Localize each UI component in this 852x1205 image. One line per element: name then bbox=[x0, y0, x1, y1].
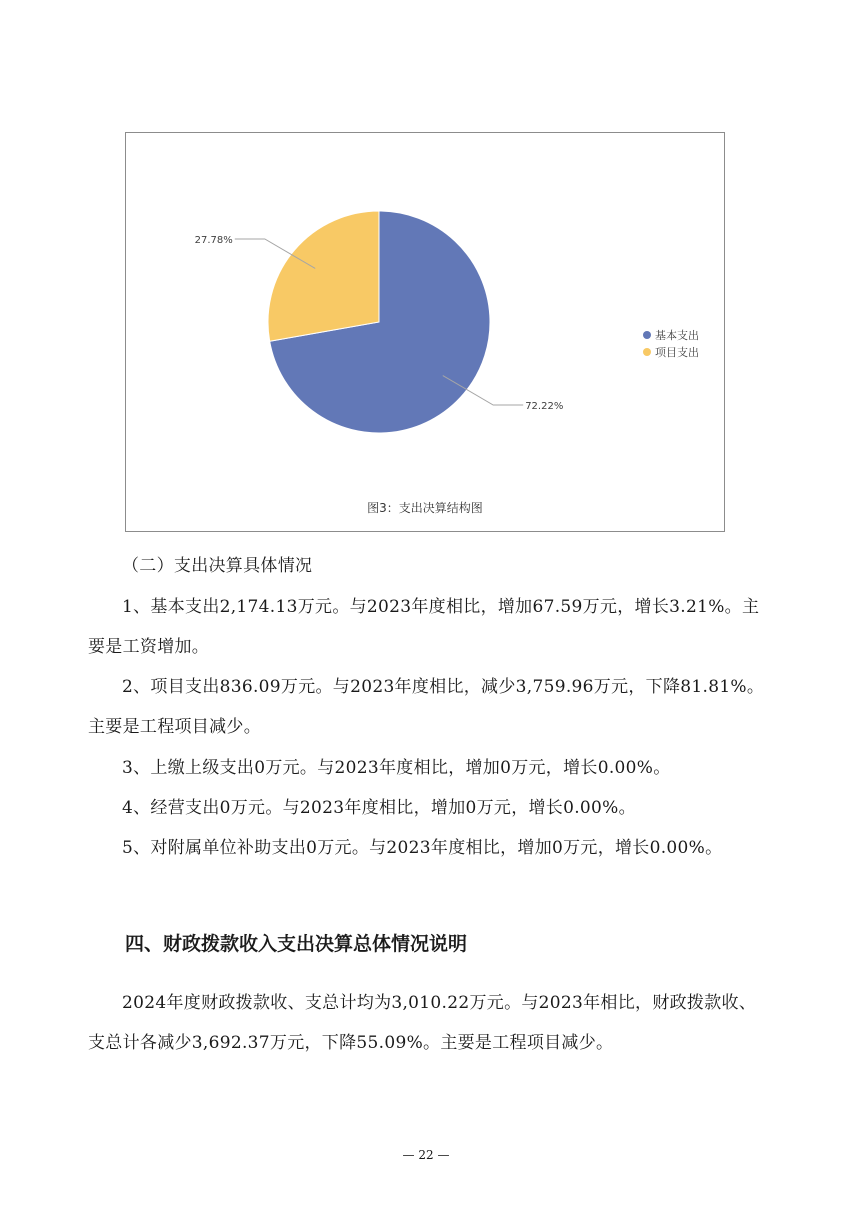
pie-chart-frame bbox=[125, 132, 725, 532]
item-operating-expenditure: 4、经营支出0万元。与2023年度相比，增加0万元，增长0.00%。 bbox=[122, 798, 636, 818]
item-subsidiary-subsidy: 5、对附属单位补助支出0万元。与2023年度相比，增加0万元，增长0.00%。 bbox=[122, 838, 723, 858]
chart-legend bbox=[643, 326, 699, 360]
page-number: — 22 — bbox=[402, 1148, 450, 1162]
legend-label-project: 项目支出 bbox=[655, 345, 699, 359]
legend-label-basic: 基本支出 bbox=[655, 328, 699, 342]
legend-item-project bbox=[643, 343, 699, 360]
pie-chart bbox=[126, 133, 726, 533]
legend-item-basic bbox=[643, 326, 699, 343]
section-heading: 四、财政拨款收入支出决算总体情况说明 bbox=[125, 933, 468, 955]
item-basic-expenditure: 1、基本支出2,174.13万元。与2023年度相比，增加67.59万元，增长3.21%。主要是工资增加。 bbox=[88, 597, 760, 657]
data-label-project: 27.78% bbox=[194, 234, 233, 246]
data-label-basic: 72.22% bbox=[525, 401, 564, 413]
legend-swatch-project bbox=[643, 348, 651, 356]
item-project-expenditure: 2、项目支出836.09万元。与2023年度相比，减少3,759.96万元，下降81.81%。主要是工程项目减少。 bbox=[88, 677, 765, 737]
section-four-body: 2024年度财政拨款收、支总计均为3,010.22万元。与2023年相比，财政拨款收、支总计各减少3,692.37万元，下降55.09%。主要是工程项目减少。 bbox=[88, 993, 757, 1053]
pie-slice-project bbox=[268, 211, 379, 341]
item-superior-payment: 3、上缴上级支出0万元。与2023年度相比，增加0万元，增长0.00%。 bbox=[122, 758, 671, 778]
section-title: （二）支出决算具体情况 bbox=[122, 556, 313, 576]
chart-title: 图3：支出决算结构图 bbox=[367, 501, 483, 515]
legend-swatch-basic bbox=[643, 331, 651, 339]
